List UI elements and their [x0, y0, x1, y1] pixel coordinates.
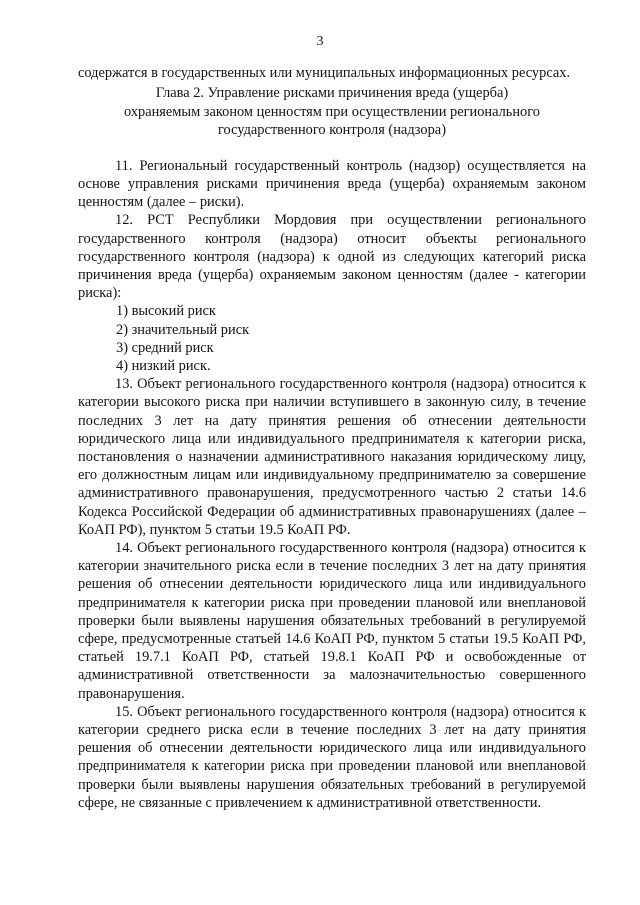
paragraph-11: 11. Региональный государственный контроль (надзор) осуществляется на основе управления рисками причинения вреда (ущерба) охраняемым законом ценностям (далее – риски). [78, 157, 586, 211]
paragraph-14: 14. Объект регионального государственного контроля (надзора) относится к категории значительного риска если в течение последних 3 лет на дату принятия решения об отнесении деятельности юридического лица или индивидуального предпринимателя к категории риска при проведении плановой или внеплановой проверки были выявлены нарушения обязательных требований в регулируемой сфере, предусмотренные статьей 14.6 КоАП РФ, пунктом 5 статьи 19.5 КоАП РФ, статьей 19.7.1 КоАП РФ, статьей 19.8.1 КоАП РФ и освобожденные от административной ответственности за малозначительностью совершенного правонарушения. [78, 539, 586, 702]
list-item: 4) низкий риск. [116, 357, 211, 374]
chapter-heading [78, 84, 586, 140]
risk-category-list [78, 302, 586, 375]
intro-fragment: содержатся в государственных или муниципальных информационных ресурсах. [78, 65, 571, 81]
list-item: 1) высокий риск [116, 303, 216, 320]
list-item: 2) значительный риск [116, 321, 250, 338]
chapter-title-line-3: государственного контроля (надзора) [218, 122, 446, 139]
page-number: 3 [316, 34, 324, 49]
chapter-title-line-2: охраняемым законом ценностям при осуществлении регионального [123, 103, 540, 120]
chapter-title-line-1: Глава 2. Управление рисками причинения вреда (ущерба) [155, 85, 509, 102]
paragraph-15: 15. Объект регионального государственного контроля (надзора) относится к категории среднего риска если в течение последних 3 лет на дату принятия решения об отнесении деятельности юридического лица или индивидуального предпринимателя к категории риска при проведении плановой или внеплановой проверки были выявлены нарушения обязательных требований в регулируемой сфере, не связанные с привлечением к административной ответственности. [78, 703, 586, 811]
list-item: 3) средний риск [116, 339, 214, 356]
paragraph-12: 12. РСТ Республики Мордовия при осуществлении регионального государственного контроля (надзора) относит объекты регионального государственного контроля (надзора) к одной из следующих категорий риска причинения вреда (ущерба) охраняемым законом ценностям (далее - категории риска): [78, 212, 586, 302]
document-body [78, 64, 586, 812]
paragraph-13: 13. Объект регионального государственного контроля (надзора) относится к категории высокого риска при наличии вступившего в законную силу, в течение последних 3 лет на дату принятия решения об отнесении деятельности юридического лица или индивидуального предпринимателя к категории риска, постановления о назначении административного наказания юридическому лицу, его должностным лицам или индивидуальному предпринимателю за совершение административного правонарушения, предусмотренного частью 2 статьи 14.6 Кодекса Российской Федерации об административных правонарушениях (далее – КоАП РФ), пунктом 5 статьи 19.5 КоАП РФ. [78, 376, 586, 538]
